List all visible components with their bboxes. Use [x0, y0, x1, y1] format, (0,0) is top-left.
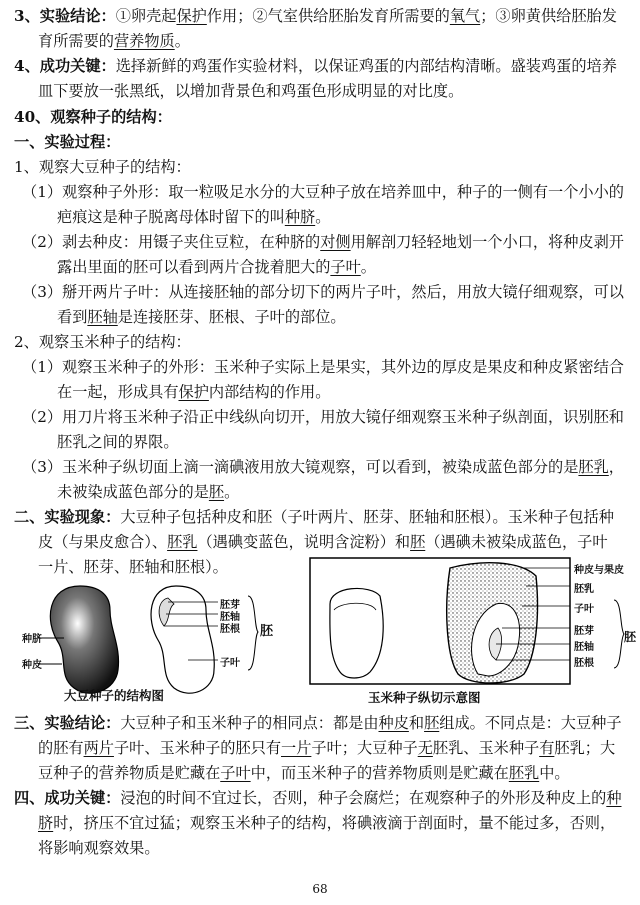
text-segment: 看到: [57, 308, 88, 326]
underlined-answer: 有: [539, 739, 555, 757]
text-line: [14, 130, 640, 155]
label-hypocotyl: 胚轴: [220, 612, 240, 623]
text-segment: 中。: [539, 764, 570, 782]
text-segment: 子叶、玉米种子的胚只有: [113, 739, 281, 757]
underlined-answer: 胚乳: [508, 764, 540, 782]
underlined-answer: 营养物质: [113, 32, 175, 50]
section-heading: 3、实验结论：: [14, 7, 116, 25]
text-line: [38, 836, 640, 861]
text-line: [14, 330, 640, 355]
text-segment: 时，挤压不宜过猛；观察玉米种子的结构，将碘液滴于剖面时，量不能过多，否则，: [53, 814, 616, 832]
text-line: [22, 280, 640, 305]
text-segment: 。: [224, 483, 240, 501]
label-corn-cotyledon: 子叶: [574, 604, 594, 615]
text-segment: 疤痕这是种子脱离母体时留下的叫: [57, 208, 285, 226]
underlined-answer: 子叶: [220, 764, 251, 782]
underlined-answer: 胚: [424, 714, 440, 732]
label-seed-coat: 种皮: [22, 660, 42, 671]
text-line: [57, 305, 640, 330]
text-segment: 胚乳；大: [554, 739, 616, 757]
text-segment: （3）掰开两片子叶：从连接胚轴的部分切下的两片子叶，然后，用放大镜仔细观察，可以: [22, 283, 624, 301]
underlined-answer: 胚轴: [87, 308, 118, 326]
text-segment: 浸泡的时间不宜过长，否则，种子会腐烂；在观察种子的外形及种皮上的: [120, 789, 607, 807]
text-line: [38, 761, 640, 786]
section-heading: 40、观察种子的结构：: [14, 108, 172, 126]
underlined-answer: 脐: [38, 814, 54, 832]
text-segment: 将影响观察效果。: [38, 839, 160, 857]
text-line: [38, 79, 640, 104]
underlined-answer: 胚乳: [578, 458, 609, 476]
label-plumule: 胚芽: [220, 600, 240, 611]
underlined-answer: 子叶: [330, 258, 361, 276]
label-corn-endosperm: 胚乳: [574, 584, 594, 595]
text-line: [14, 711, 640, 736]
label-hilum: 种脐: [22, 634, 42, 645]
text-segment: 组成。不同点是：大豆种子: [439, 714, 622, 732]
text-line: [22, 455, 640, 480]
underlined-answer: 两片: [83, 739, 114, 757]
text-segment: ，: [608, 458, 624, 476]
text-line: [22, 230, 640, 255]
text-line: [57, 480, 640, 505]
text-segment: 露出里面的胚可以看到两片合拢着肥大的: [57, 258, 331, 276]
page-number: 68: [312, 882, 328, 896]
text-line: [38, 736, 640, 761]
text-segment: 皮（与果皮愈合）、: [38, 533, 168, 551]
text-segment: 中，而玉米种子的营养物质则是贮藏在: [250, 764, 509, 782]
corn-caption: 玉米种子纵切示意图: [368, 690, 481, 705]
label-corn-hypocotyl: 胚轴: [574, 642, 594, 653]
text-segment: 选择新鲜的鸡蛋作实验材料，以保证鸡蛋的内部结构清晰。盛装鸡蛋的培养: [115, 57, 617, 75]
text-segment: ①卵壳起: [115, 7, 177, 25]
text-segment: 1、观察大豆种子的结构：: [14, 158, 191, 176]
corn-whole: [330, 588, 383, 678]
text-segment: 内部结构的作用。: [208, 383, 331, 401]
text-segment: （遇碘未被染成蓝色，子叶: [425, 533, 608, 551]
text-segment: 2、观察玉米种子的结构：: [14, 333, 191, 351]
label-cotyledon: 子叶: [220, 658, 240, 669]
text-line: [57, 205, 640, 230]
text-line: [38, 811, 640, 836]
text-line: [57, 380, 640, 405]
label-radicle: 胚根: [220, 624, 240, 635]
underlined-answer: 胚乳: [167, 533, 198, 551]
section-heading: 三、实验结论：: [14, 714, 121, 732]
text-segment: 。: [315, 208, 331, 226]
soybean-whole: [50, 586, 118, 693]
text-segment: （1）观察种子外形：取一粒吸足水分的大豆种子放在培养皿中，种子的一侧有一个小小的: [22, 183, 624, 201]
underlined-answer: 胚: [410, 533, 426, 551]
section-heading: 四、成功关键：: [14, 789, 121, 807]
underlined-answer: 无: [417, 739, 433, 757]
text-segment: 未被染成蓝色部分的是: [57, 483, 209, 501]
text-segment: 。: [360, 258, 376, 276]
underlined-answer: 种: [606, 789, 622, 807]
text-segment: ；③卵黄供给胚胎发: [480, 7, 617, 25]
text-line: [22, 405, 640, 430]
underlined-answer: 保护: [176, 7, 207, 25]
text-segment: 是连接胚芽、胚根、子叶的部位。: [117, 308, 346, 326]
underlined-answer: 胚: [208, 483, 225, 501]
text-segment: 作用；②气室供给胚胎发育所需要的: [206, 7, 450, 25]
underlined-answer: 一片: [281, 739, 312, 757]
text-segment: （3）玉米种子纵切面上滴一滴碘液用放大镜观察，可以看到，被染成蓝色部分的是: [22, 458, 579, 476]
text-line: [14, 155, 640, 180]
text-segment: 子叶；大豆种子: [311, 739, 418, 757]
underlined-answer: 种皮: [378, 714, 409, 732]
section-heading: 4、成功关键：: [14, 57, 116, 75]
label-corn-coat: 种皮与果皮: [574, 565, 624, 576]
underlined-answer: 氧气: [449, 7, 481, 25]
label-embryo: 胚: [260, 624, 274, 639]
text-segment: 。: [174, 32, 190, 50]
text-line: [22, 180, 640, 205]
underlined-answer: 保护: [178, 383, 209, 401]
soybean-caption: 大豆种子的结构图: [64, 688, 165, 703]
text-line: [14, 105, 640, 130]
label-corn-plumule: 胚芽: [574, 626, 594, 637]
underlined-answer: 对侧: [320, 233, 351, 251]
text-segment: 的胚有: [38, 739, 84, 757]
text-segment: 一片、胚芽、胚轴和胚根）。: [38, 558, 228, 576]
text-segment: 用解剖刀轻轻地划一个小口，将种皮剥开: [350, 233, 624, 251]
label-corn-embryo: 胚: [624, 630, 637, 644]
text-line: [14, 505, 640, 530]
text-line: [14, 786, 640, 811]
text-segment: （1）观察玉米种子的外形：玉米种子实际上是果实，其外边的厚皮是果皮和种皮紧密结合: [22, 358, 624, 376]
section-heading: 一、实验过程：: [14, 133, 121, 151]
text-line: [57, 255, 640, 280]
text-segment: （2）剥去种皮：用镊子夹住豆粒，在种脐的: [22, 233, 321, 251]
underlined-answer: 种脐: [284, 208, 316, 226]
text-segment: 皿下要放一张黑纸，以增加背景色和鸡蛋色形成明显的对比度。: [38, 82, 464, 100]
text-line: [38, 530, 640, 555]
text-line: [14, 54, 640, 79]
text-line: [14, 4, 640, 29]
text-segment: 大豆种子和玉米种子的相同点：都是由: [120, 714, 379, 732]
text-segment: 大豆种子包括种皮和胚（子叶两片、胚芽、胚轴和胚根）。玉米种子包括种: [120, 508, 614, 526]
label-corn-radicle: 胚根: [574, 658, 594, 669]
text-segment: 在一起，形成具有: [57, 383, 179, 401]
text-segment: 和: [408, 714, 425, 732]
text-segment: 胚乳之间的界限。: [57, 433, 179, 451]
text-segment: 豆种子的营养物质是贮藏在: [38, 764, 221, 782]
text-segment: （遇碘变蓝色，说明含淀粉）和: [197, 533, 411, 551]
text-segment: 育所需要的: [38, 32, 114, 50]
text-line: [57, 430, 640, 455]
section-heading: 二、实验现象：: [14, 508, 121, 526]
text-line: [38, 29, 640, 54]
text-segment: 胚乳、玉米种子: [432, 739, 540, 757]
text-segment: （2）用刀片将玉米种子沿正中线纵向切开，用放大镜仔细观察玉米种子纵剖面，识别胚和: [22, 408, 624, 426]
text-line: [22, 355, 640, 380]
